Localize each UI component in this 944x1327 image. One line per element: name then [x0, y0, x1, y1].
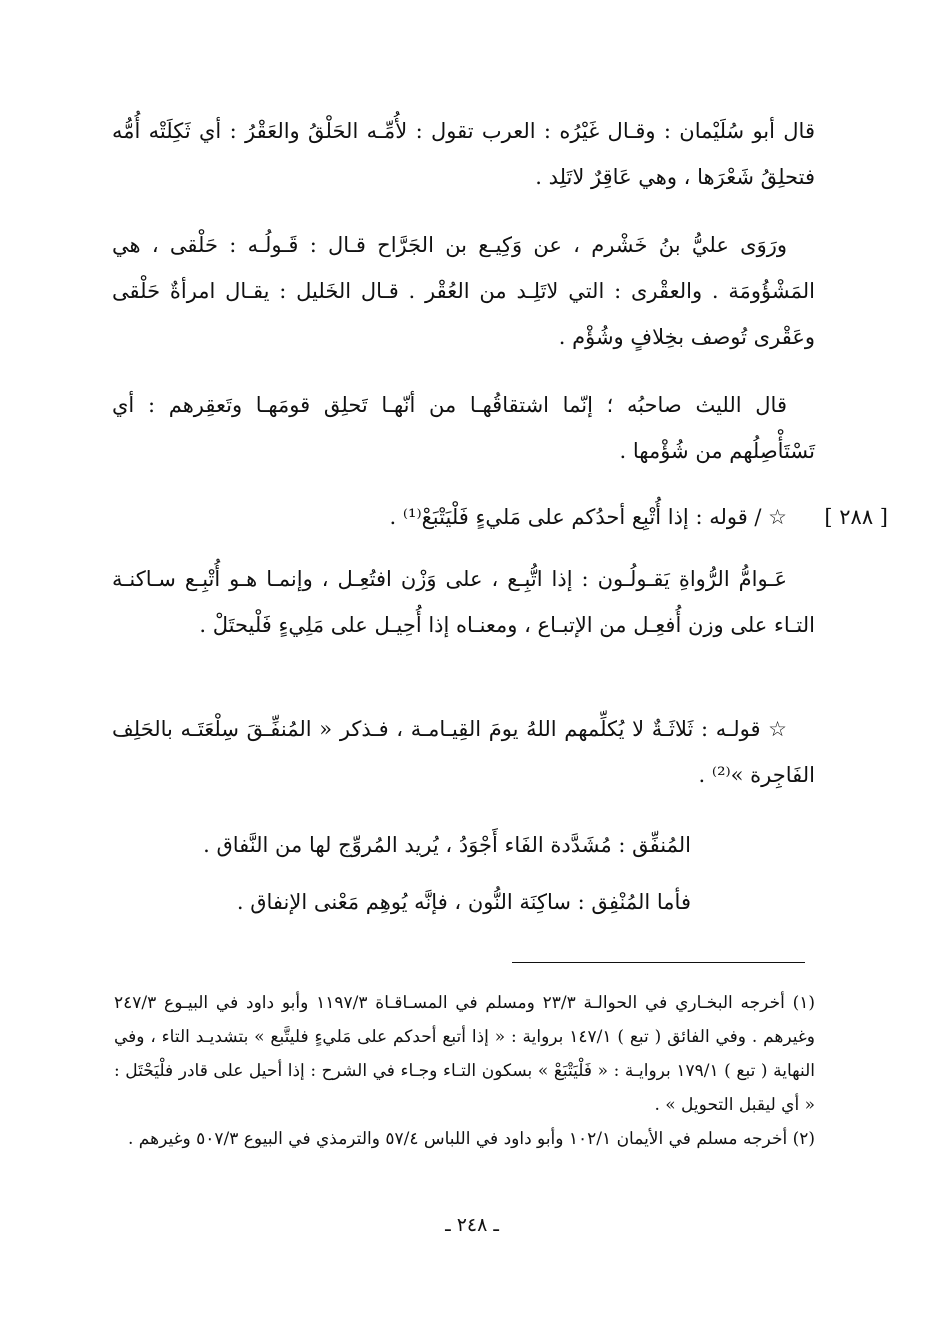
page-number: ـ ٢٤٨ ـ	[445, 1214, 499, 1236]
paragraph-6: فأما المُنْفِق : ساكِنَة النُّون ، فإنَّه يُوهِم مَعْنى الإنفاق .	[236, 890, 691, 914]
paragraph-1: قال أبو سُلَيْمان : وقـال غَيْرُه : العرب تقول : لأُمِّـه الحَلْقُ والعَقْرُ : أي ثَكِلَتْه أُمُّه فتحلِقُ شَعْرَها ، وهي عَاقِرٌ لاتَلِد .	[112, 119, 815, 189]
hadith-heading-1: ☆ / قوله : إذا أُتْبِع أحدُكم على مَليءٍ فَلْيَتْبَعْ⁽¹⁾ .	[389, 505, 787, 529]
paragraph-3: قال الليث صاحبُه ؛ إنّما اشتقاقُهـا من أنّهـا تَحلِق قومَهـا وتَعقِرهم : أي تَسْتَأْصِلُهم من شُؤْمها .	[112, 393, 815, 463]
paragraph-2: ورَوَى عليُّ بنُ خَشْرم ، عن وَكِيـع بن الجَرَّاح قـال : قَـولُـه : حَلْقى ، هي المَشْؤُومَة . والعقْرى : التي لاتَلِـد من العُقْر . قـال الخَليل : يقـال امرأةٌ حَلْقى وعَقْرى تُوصف بخِلافٍ وشُؤْم .	[112, 233, 815, 349]
paragraph-5: المُنفِّق : مُشَدَّدة الفَاء أَجْوَدُ ، يُريد المُروِّج لها من النَّفاق .	[203, 833, 691, 857]
margin-marker: [ ٢٨٨ ]	[824, 505, 888, 529]
footnote-2: (٢) أخرجه مسلم في الأيمان ١٠٢/١ وأبو داود في اللباس ٥٧/٤ والترمذي في البيوع ٥٠٧/٣ وغيرهم .	[128, 1129, 815, 1149]
footnote-1: (١) أخرجه البخـاري في الحوالـة ٢٣/٣ ومسلم في المسـاقـاة ١١٩٧/٣ وأبو داود في البيـوع ٢٤٧/٣ وغيرهم . وفي الفائق ( تبع ) ١٤٧/١ برواية : « إذا أتبع أحدكم على مَليءٍ فليتَّبع » بتشديـد التاء ، وفي النهاية ( تبع ) ١٧٩/١ بروايـة : « فَلْيَتْبَعْ » بسكون التـاء وجـاء في الشرح : إذا أحيل على قادر فلْيَحْتَل : « أي ليقبل التحويل » .	[114, 993, 815, 1115]
footnote-separator	[512, 962, 805, 963]
hadith-heading-2: ☆ قولـه : ثَلاثَـةٌ لا يُكلِّمهم اللهُ يومَ القِيـامـة ، فـذكر « المُنفِّـقَ سِلْعَتَـه بالحَلِف الفَاجِرة »⁽²⁾ .	[112, 717, 815, 787]
paragraph-4: عَـوامُّ الرُّواةِ يَقـولُـون : إذا اتُّبِـع ، على وَزْن افتُعِـل ، وإنمـا هـو أُتْبِـع سـاكنـة التـاء على وزن أُفعِـل من الإتبـاع ، ومعنـاه إذا أُحِيـل على مَلِيءٍ فَلْيحتَلْ .	[112, 567, 815, 637]
